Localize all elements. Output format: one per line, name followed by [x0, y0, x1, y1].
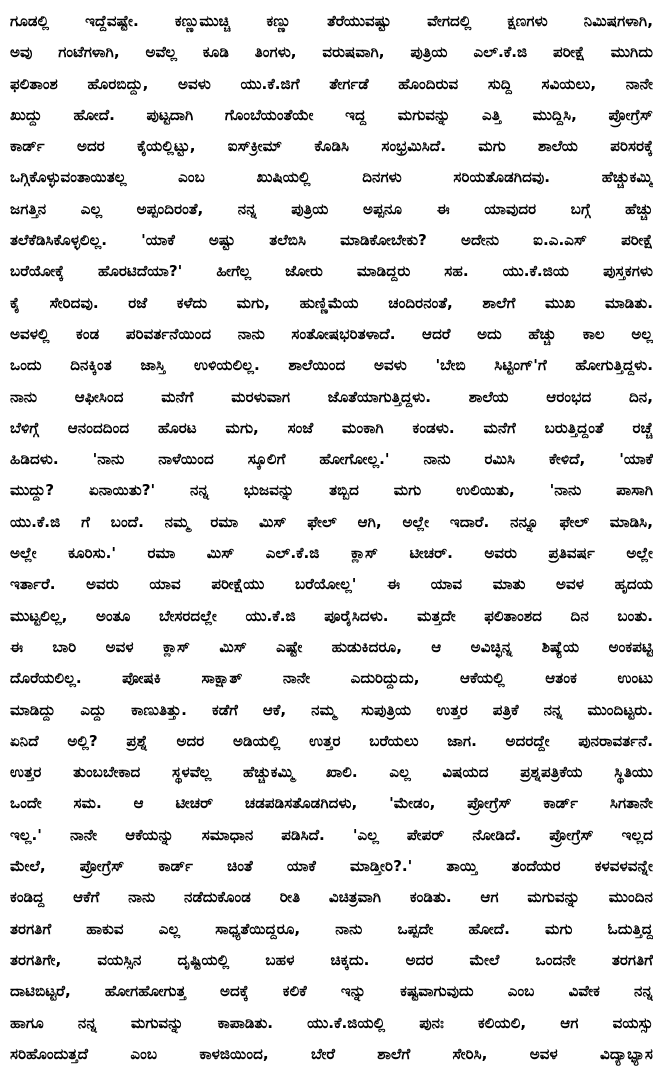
text-line: ಹಾಗೂ ನನ್ನ ಮಗುವನ್ನು ಕಾಪಾಡಿತು. ಯು.ಕೆ.ಜಿಯಲ್ಲಿ ಪುನಃ ಕಲಿಯಲಿ, ಆಗ ವಯಸ್ಸು — [10, 1013, 653, 1032]
text-line: ಜಗತ್ತಿನ ಎಲ್ಲ ಅಪ್ಪಂದಿರಂತೆ, ನನ್ನ ಪುತ್ರಿಯ ಅಪ್ಪನೂ ಈ ಯಾವುದರ ಬಗ್ಗೆ ಹೆಚ್ಚು — [10, 199, 653, 218]
text-line: ಕಾರ್ಡ್ ಅದರ ಕೈಯಲ್ಲಿಟ್ಟು, ಐಸ್‌ಕ್ರೀಮ್ ಕೊಡಿಸಿ ಸಂಭ್ರಮಿಸಿದೆ. ಮಗು ಶಾಲೆಯ ಪರಿಸರಕ್ಕೆ — [10, 137, 653, 156]
text-line: ಮುದ್ದು? ಏನಾಯಿತು?' ನನ್ನ ಭುಜವನ್ನು ತಬ್ಬಿದ ಮಗು ಉಲಿಯಿತು, 'ನಾನು ಪಾಸಾಗಿ — [10, 481, 653, 500]
text-line: ಖುದ್ದು ಹೋದೆ. ಪುಟ್ಟದಾಗಿ ಗೊಂಬೆಯಂತೆಯೇ ಇದ್ದ ಮಗುವನ್ನು ಎತ್ತಿ ಮುದ್ದಿಸಿ, ಪ್ರೋಗ್ರೆಸ್ — [10, 105, 653, 124]
text-line: ಹಿಡಿದಳು. 'ನಾನು ನಾಳೆಯಿಂದ ಸ್ಕೂಲಿಗೆ ಹೋಗೋಲ್ಲ.' ನಾನು ರಮಿಸಿ ಕೇಳಿದೆ, 'ಯಾಕೆ — [10, 450, 653, 469]
text-line: ಒಗ್ಗಿಕೊಳ್ಳುವಂತಾಯಿತಲ್ಲ ಎಂಬ ಖುಷಿಯಲ್ಲಿ ದಿನಗಳು ಸರಿಯತೊಡಗಿದವು. ಹೆಚ್ಚುಕಮ್ಮಿ — [10, 168, 653, 187]
text-line: ಸರಿಹೊಂದುತ್ತದೆ ಎಂಬ ಕಾಳಜಿಯಿಂದ, ಬೇರೆ ಶಾಲೆಗೆ ಸೇರಿಸಿ, ಅವಳ ವಿದ್ಯಾಭ್ಯಾಸ — [10, 1044, 653, 1063]
text-line: ಒಂದೇ ಸಮ. ಆ ಟೀಚರ್ ಚಡಪಡಿಸತೊಡಗಿದಳು, 'ಮೇಡಂ, ಪ್ರೋಗ್ರೆಸ್ ಕಾರ್ಡ್ ಸಿಗತಾನೇ — [10, 794, 653, 813]
text-line: ಒಂದು ದಿನಕ್ಕಿಂತ ಜಾಸ್ತಿ ಉಳಿಯಲಿಲ್ಲ. ಶಾಲೆಯಿಂದ ಅವಳು 'ಬೇಬಿ ಸಿಟ್ಟಿಂಗ್'ಗೆ ಹೋಗುತ್ತಿದ್ದಳು. — [10, 356, 653, 375]
text-line: ಏನಿದೆ ಅಲ್ಲಿ? ಪ್ರಶ್ನೆ ಅದರ ಅಡಿಯಲ್ಲಿ ಉತ್ತರ ಬರೆಯಲು ಜಾಗ. ಅದರದ್ದೇ ಪುನರಾವರ್ತನೆ. — [10, 731, 653, 750]
text-line: ಕಂಡಿದ್ದ ಆಕೆಗೆ ನಾನು ನಡೆದುಕೊಂಡ ರೀತಿ ವಿಚಿತ್ರವಾಗಿ ಕಂಡಿತು. ಆಗ ಮಗುವನ್ನು ಮುಂದಿನ — [10, 888, 653, 907]
text-line: ಬೆಳಿಗ್ಗೆ ಆನಂದದಿಂದ ಹೊರಟ ಮಗು, ಸಂಜೆ ಮಂಕಾಗಿ ಕಂಡಳು. ಮನೆಗೆ ಬರುತ್ತಿದ್ದಂತೆ ರಚ್ಚೆ — [10, 418, 653, 437]
text-line: ಅವಳಲ್ಲಿ ಕಂಡ ಪರಿವರ್ತನೆಯಿಂದ ನಾನು ಸಂತೋಷಭರಿತಳಾದೆ. ಆದರೆ ಅದು ಹೆಚ್ಚು ಕಾಲ ಅಲ್ಲ — [10, 324, 653, 343]
text-line: ಇರ್ತಾರೆ. ಅವರು ಯಾವ ಪರೀಕ್ಷೆಯು ಬರೆಯೋಲ್ಲ' ಈ ಯಾವ ಮಾತು ಅವಳ ಹೃದಯ — [10, 575, 653, 594]
text-line: ಅಲ್ಲೇ ಕೂರಿಸು.' ರಮಾ ಮಿಸ್ ಎಲ್.ಕೆ.ಜಿ ಕ್ಲಾಸ್ ಟೀಚರ್. ಅವರು ಪ್ರತಿವರ್ಷ ಅಲ್ಲೇ — [10, 544, 653, 563]
text-line: ಕೈ ಸೇರಿದವು. ರಜೆ ಕಳೆದು ಮಗು, ಹುಣ್ಣಿಮೆಯ ಚಂದಿರನಂತೆ, ಶಾಲೆಗೆ ಮುಖ ಮಾಡಿತು. — [10, 293, 653, 312]
text-line: ದೊರೆಯಲಿಲ್ಲ. ಪೋಷಕಿ ಸಾಕ್ಷಾತ್ ನಾನೇ ಎದುರಿದ್ದುದು, ಆಕೆಯಲ್ಲಿ ಆತಂಕ ಉಂಟು — [10, 669, 653, 688]
text-line: ನಾನು ಆಫೀಸಿಂದ ಮನೆಗೆ ಮರಳುವಾಗ ಜೊತೆಯಾಗುತ್ತಿದ್ದಳು. ಶಾಲೆಯ ಆರಂಭದ ದಿನ, — [10, 387, 653, 406]
text-line: ತಲೆಕೆಡಿಸಿಕೊಳ್ಳಲಿಲ್ಲ. 'ಯಾಕೆ ಅಷ್ಟು ತಲೆಬಿಸಿ ಮಾಡಿಕೋಬೇಕು? ಅದೇನು ಐ.ಎ.ಎಸ್ ಪರೀಕ್ಷೆ — [10, 231, 653, 250]
text-line: ಬರೆಯೋಕ್ಕೆ ಹೊರಟಿದೆಯಾ?' ಹೀಗೆಲ್ಲ ಜೋರು ಮಾಡಿದ್ದರು ಸಹ. ಯು.ಕೆ.ಜಿಯ ಪುಸ್ತಕಗಳು — [10, 262, 653, 281]
text-line: ಮಾಡಿದ್ದು ಎದ್ದು ಕಾಣುತಿತ್ತು. ಕಡೆಗೆ ಆಕೆ, ನಮ್ಮ ಸುಪುತ್ರಿಯ ಉತ್ತರ ಪತ್ರಿಕೆ ನನ್ನ ಮುಂದಿಟ್ಟರು. — [10, 700, 653, 719]
text-line: ಫಲಿತಾಂಶ ಹೊರಬಿದ್ದು, ಅವಳು ಯು.ಕೆ.ಜಿಗೆ ತೇರ್ಗಡೆ ಹೊಂದಿರುವ ಸುದ್ದಿ ಸವಿಯಲು, ನಾನೇ — [10, 74, 653, 93]
text-line: ಈ ಬಾರಿ ಅವಳ ಕ್ಲಾಸ್ ಮಿಸ್ ಎಷ್ಟೇ ಹುಡುಕಿದರೂ, ಆ ಅವಿಚ್ಛಿನ್ನ ಶಿಷ್ಯೆಯ ಅಂಕಪಟ್ಟಿ — [10, 637, 653, 656]
text-line: ತರಗತಿಗೆ ಹಾಕುವ ಎಲ್ಲ ಸಾಧ್ಯತೆಯಿದ್ದರೂ, ನಾನು ಒಪ್ಪದೇ ಹೋದೆ. ಮಗು ಓದುತ್ತಿದ್ದ — [10, 919, 653, 938]
text-line: ಉತ್ತರ ತುಂಬಬೇಕಾದ ಸ್ಥಳವೆಲ್ಲ ಹೆಚ್ಚುಕಮ್ಮಿ ಖಾಲಿ. ಎಲ್ಲ ವಿಷಯದ ಪ್ರಶ್ನಪತ್ರಿಕೆಯ ಸ್ಥಿತಿಯು — [10, 763, 653, 782]
text-line: ತರಗತಿಗೇ, ವಯಸ್ಸಿನ ದೃಷ್ಟಿಯಲ್ಲಿ ಬಹಳ ಚಿಕ್ಕದು. ಅದರ ಮೇಲೆ ಒಂದನೇ ತರಗತಿಗೆ — [10, 950, 653, 969]
text-line: ದಾಟಿಬಿಟ್ಟರೆ, ಹೋಗಹೋಗುತ್ತ ಅದಕ್ಕೆ ಕಲಿಕೆ ಇನ್ನು ಕಷ್ಟವಾಗುವುದು ಎಂಬ ವಿವೇಕ ನನ್ನ — [10, 982, 653, 1001]
text-line: ಗೂಡಲ್ಲಿ ಇದ್ದೆವಷ್ಟೇ. ಕಣ್ಣುಮುಚ್ಚಿ ಕಣ್ಣು ತೆರೆಯುವಷ್ಟು ವೇಗದಲ್ಲಿ ಕ್ಷಣಗಳು ನಿಮಿಷಗಳಾಗಿ, — [10, 12, 653, 30]
text-line: ಮುಟ್ಟಲಿಲ್ಲ, ಅಂತೂ ಬೇಸರದಲ್ಲೇ ಯು.ಕೆ.ಜಿ ಪೂರೈಸಿದಳು. ಮತ್ತದೇ ಫಲಿತಾಂಶದ ದಿನ ಬಂತು. — [10, 606, 653, 625]
text-line: ಯು.ಕೆ.ಜಿ ಗೆ ಬಂದೆ. ನಮ್ಮ ರಮಾ ಮಿಸ್ ಫೇಲ್ ಆಗಿ, ಅಲ್ಲೇ ಇದಾರೆ. ನನ್ನೂ ಫೇಲ್ ಮಾಡಿಸಿ, — [10, 512, 653, 531]
text-line: ಇಲ್ಲ.' ನಾನೇ ಆಕೆಯನ್ನು ಸಮಾಧಾನ ಪಡಿಸಿದೆ. 'ಎಲ್ಲ ಪೇಪರ್ ನೋಡಿದೆ. ಪ್ರೋಗ್ರೆಸ್ ಇಲ್ಲದ — [10, 825, 653, 844]
text-line: ಮೇಲೆ, ಪ್ರೋಗ್ರೆಸ್ ಕಾರ್ಡ್ ಚಿಂತೆ ಯಾಕೆ ಮಾಡ್ತೀರಿ?.' ತಾಯ್ತಿ ತಂದೆಯರ ಕಳವಳವನ್ನೇ — [10, 857, 653, 876]
text-line: ಅವು ಗಂಟೆಗಳಾಗಿ, ಅವೆಲ್ಲ ಕೂಡಿ ತಿಂಗಳು, ವರುಷವಾಗಿ, ಪುತ್ರಿಯ ಎಲ್.ಕೆ.ಜಿ ಪರೀಕ್ಷೆ ಮುಗಿದು — [10, 43, 653, 62]
